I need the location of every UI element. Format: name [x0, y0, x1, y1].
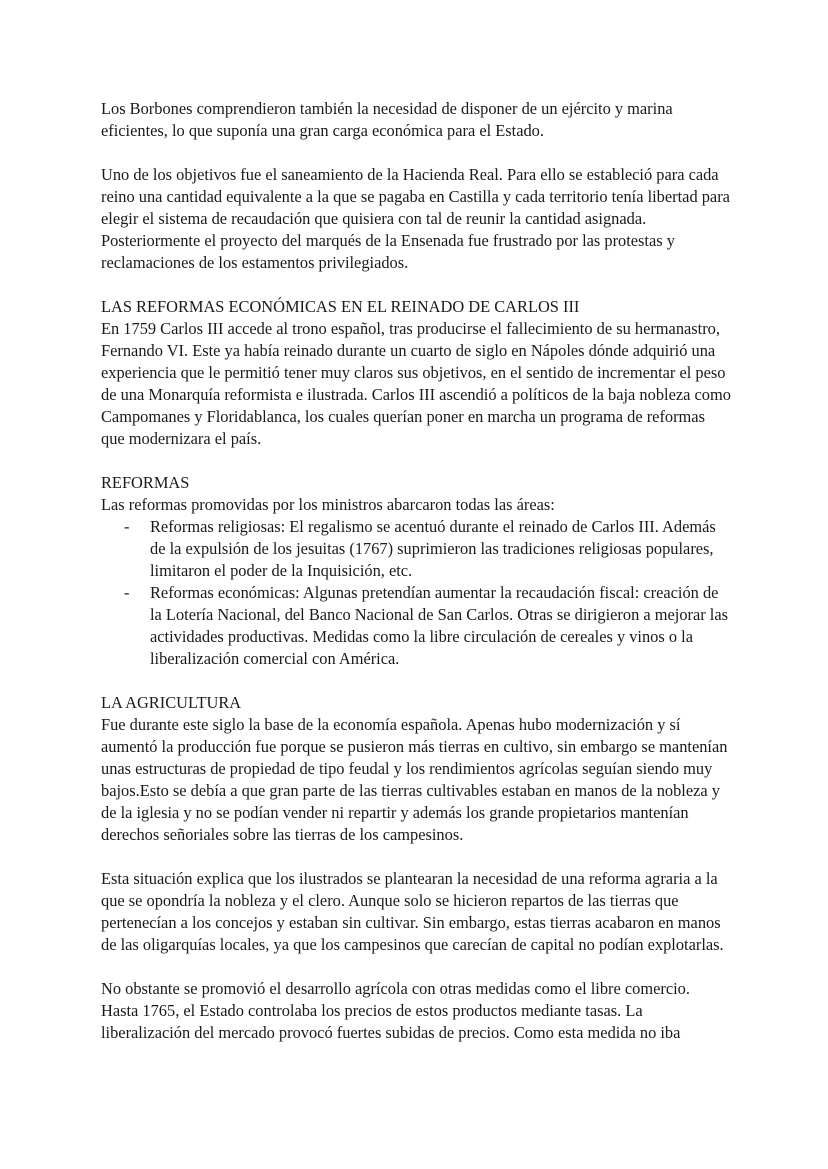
paragraph-agricultura-base: Fue durante este siglo la base de la economía española. Apenas hubo modernización y sí aumentó la producción fue porque se pusieron más tierras en cultivo, sin embargo se mantenían unas estructuras de propiedad de tipo feudal y los rendimientos agrícolas seguían siendo muy bajos.Esto se debía a que gran parte de las tierras cultivables estaban en manos de la nobleza y de la iglesia y no se podían vender ni repartir y además los grande propietarios mantenían derechos señoriales sobre las tierras de los campesinos.: [101, 715, 728, 844]
list-item-text: Reformas económicas: Algunas pretendían aumentar la recaudación fiscal: creación de la Lotería Nacional, del Banco Nacional de San Carlos. Otras se dirigieron a mejorar las actividades productivas. Medidas como la libre circulación de cereales y vinos o la liberalización comercial con América.: [150, 583, 729, 668]
reformas-intro: Las reformas promovidas por los ministros abarcaron todas las áreas:: [101, 495, 555, 514]
list-item-text: Reformas religiosas: El regalismo se acentuó durante el reinado de Carlos III. Además de la expulsión de los jesuitas (1767) suprimieron las tradiciones religiosas populares, limitaron el poder de la Inquisición, etc.: [150, 517, 716, 580]
reformas-list: [101, 516, 731, 670]
list-item: [101, 582, 731, 670]
paragraph-libre-comercio: No obstante se promovió el desarrollo agrícola con otras medidas como el libre comercio. Hasta 1765, el Estado controlaba los precios de estos productos mediante tasas. La liberalización del mercado provocó fuertes subidas de precios. Como esta medida no iba: [101, 979, 690, 1042]
heading-reformas: REFORMAS: [101, 473, 190, 492]
list-item: [101, 516, 731, 582]
paragraph-borbones: Los Borbones comprendieron también la necesidad de disponer de un ejército y marina eficientes, lo que suponía una gran carga económica para el Estado.: [101, 99, 673, 140]
paragraph-carlos-iii: En 1759 Carlos III accede al trono español, tras producirse el fallecimiento de su hermanastro, Fernando VI. Este ya había reinado durante un cuarto de siglo en Nápoles dónde adquirió una experiencia que le permitió tener muy claros sus objetivos, en el sentido de incrementar el peso de una Monarquía reformista e ilustrada. Carlos III ascendió a políticos de la baja nobleza como Campomanes y Floridablanca, los cuales querían poner en marcha un programa de reformas que modernizara el país.: [101, 319, 731, 448]
document-page: [101, 98, 731, 1066]
heading-reformas-carlos-iii: LAS REFORMAS ECONÓMICAS EN EL REINADO DE CARLOS III: [101, 297, 580, 316]
bullet-dash: -: [124, 517, 130, 536]
bullet-dash: -: [124, 583, 130, 602]
paragraph-hacienda: Uno de los objetivos fue el saneamiento de la Hacienda Real. Para ello se estableció para cada reino una cantidad equivalente a la que se pagaba en Castilla y cada territorio tenía libertad para elegir el sistema de recaudación que quisiera con tal de reunir la cantidad asignada. Posteriormente el proyecto del marqués de la Ensenada fue frustrado por las protestas y reclamaciones de los estamentos privilegiados.: [101, 165, 730, 272]
paragraph-reforma-agraria: Esta situación explica que los ilustrados se plantearan la necesidad de una reforma agraria a la que se opondría la nobleza y el clero. Aunque solo se hicieron repartos de las tierras que pertenecían a los concejos y estaban sin cultivar. Sin embargo, estas tierras acabaron en manos de las oligarquías locales, ya que los campesinos que carecían de capital no podían explotarlas.: [101, 869, 724, 954]
heading-agricultura: LA AGRICULTURA: [101, 693, 242, 712]
